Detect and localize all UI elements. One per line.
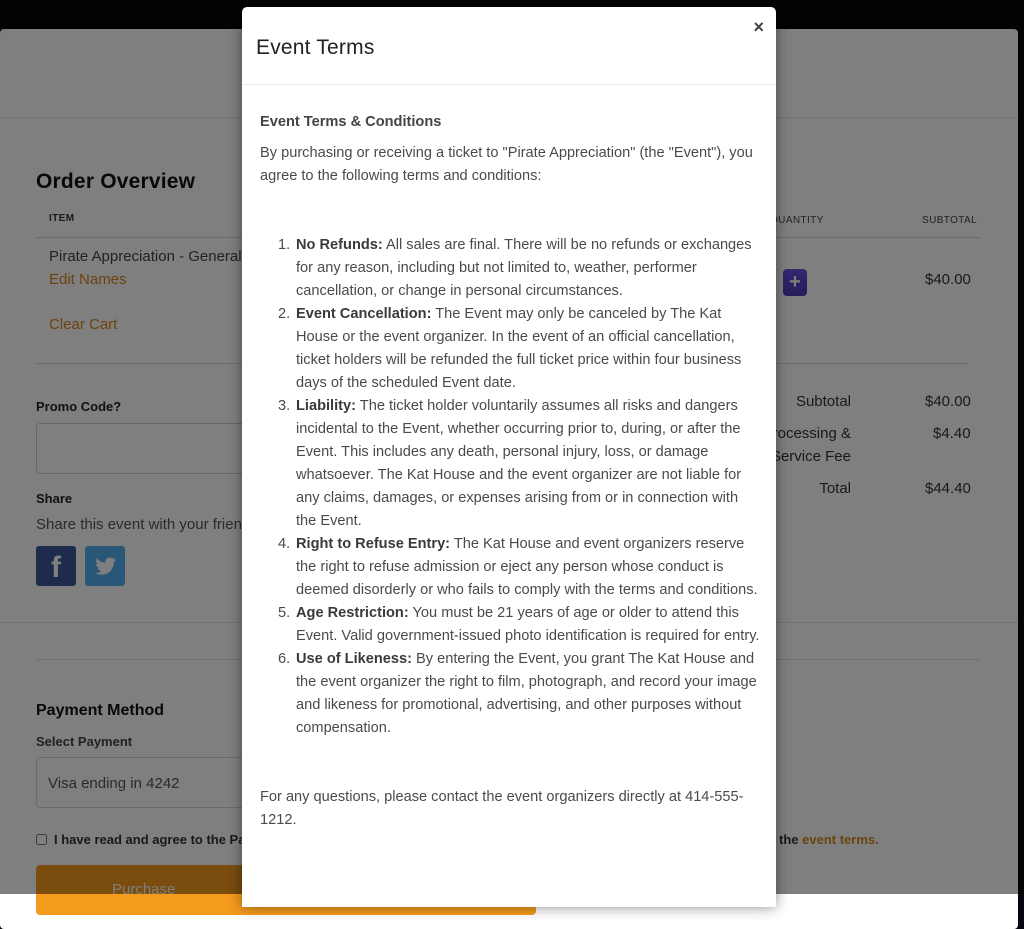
term-number: 5. <box>278 605 291 621</box>
term-title: Age Restriction: <box>296 605 409 621</box>
terms-item <box>278 602 760 648</box>
term-title: Use of Likeness: <box>296 651 412 667</box>
term-number: 1. <box>278 237 291 253</box>
terms-heading: Event Terms & Conditions <box>260 114 442 130</box>
terms-item <box>278 533 760 602</box>
term-number: 6. <box>278 651 291 667</box>
term-text: All sales are final. There will be no refunds or exchanges for any reason, including but not limited to, weather, performer cancellation, or change in personal circumstances. <box>296 237 752 299</box>
term-title: No Refunds: <box>296 237 383 253</box>
terms-item <box>278 648 760 740</box>
terms-contact: For any questions, please contact the event organizers directly at 414-555-1212. <box>260 789 744 828</box>
terms-item <box>278 234 760 303</box>
event-terms-modal <box>242 7 776 907</box>
terms-list <box>260 234 760 740</box>
modal-body <box>260 111 760 832</box>
modal-header <box>242 7 776 85</box>
term-text: The Event may only be canceled by The Kat House or the event organizer. In the event of an official cancellation, ticket holders will be refunded the full ticket price within four business days of the scheduled Event date. <box>296 306 742 391</box>
term-title: Right to Refuse Entry: <box>296 536 451 552</box>
term-text: By entering the Event, you grant The Kat House and the event organizer the right to film, photograph, and record your image and likeness for promotional, advertising, and other purposes without compensation. <box>296 651 757 736</box>
term-text: The ticket holder voluntarily assumes all risks and dangers incidental to the Event, whether occurring prior to, during, or after the Event. This includes any death, personal injury, loss, or damage whatsoever. The Kat House and the event organizer are not liable for any claims, damages, or expenses arising from or in connection with the Event. <box>296 398 742 529</box>
term-number: 4. <box>278 536 291 552</box>
term-text: The Kat House and event organizers reserve the right to refuse admission or eject any person whose conduct is deemed disorderly or who fails to comply with the terms and conditions. <box>296 536 758 598</box>
term-title: Event Cancellation: <box>296 306 432 322</box>
terms-item <box>278 303 760 395</box>
close-icon[interactable]: × <box>753 17 764 37</box>
term-title: Liability: <box>296 398 356 414</box>
term-text: You must be 21 years of age or older to attend this Event. Valid government-issued photo identification is required for entry. <box>296 605 760 644</box>
terms-intro: By purchasing or receiving a ticket to "Pirate Appreciation" (the "Event"), you agree to the following terms and conditions: <box>260 145 753 184</box>
term-number: 2. <box>278 306 291 322</box>
term-number: 3. <box>278 398 291 414</box>
modal-title: Event Terms <box>256 36 375 59</box>
terms-item <box>278 395 760 533</box>
